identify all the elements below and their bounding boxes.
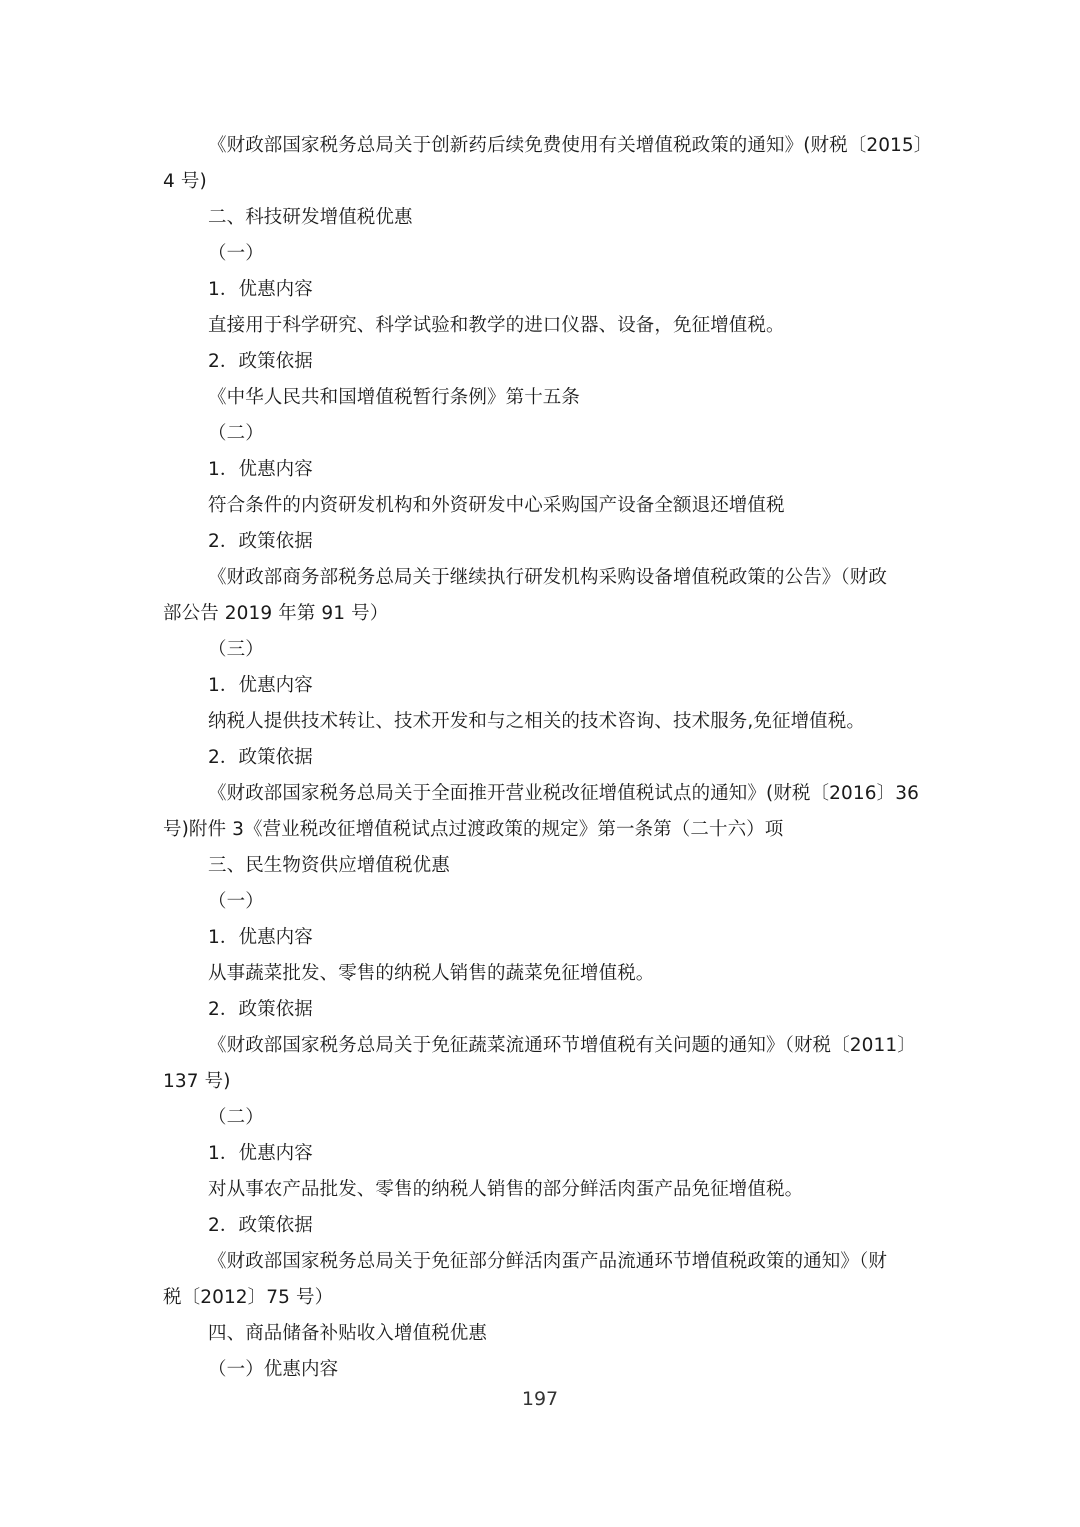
- text-line: （二）: [208, 1107, 264, 1128]
- text-line: 2．政策依据: [208, 999, 313, 1020]
- text-line: 《财政部国家税务总局关于免征部分鲜活肉蛋产品流通环节增值税政策的通知》（财: [208, 1251, 887, 1272]
- text-line: 四、商品储备补贴收入增值税优惠: [208, 1323, 488, 1344]
- text-line: 2．政策依据: [208, 1215, 313, 1236]
- text-line: 2．政策依据: [208, 351, 313, 372]
- page-number: 197: [521, 1388, 559, 1410]
- text-line: 符合条件的内资研发机构和外资研发中心采购国产设备全额退还增值税: [208, 495, 785, 516]
- text-line: 纳税人提供技术转让、技术开发和与之相关的技术咨询、技术服务,免征增值税。: [208, 711, 865, 732]
- text-line: 1．优惠内容: [208, 927, 313, 948]
- text-line: 《财政部国家税务总局关于全面推开营业税改征增值税试点的通知》(财税〔2016〕36: [208, 783, 919, 804]
- text-line: 《财政部国家税务总局关于免征蔬菜流通环节增值税有关问题的通知》（财税〔2011〕: [208, 1035, 916, 1056]
- text-line: 三、民生物资供应增值税优惠: [208, 855, 450, 876]
- text-line: 二、科技研发增值税优惠: [208, 207, 413, 228]
- text-line: 《财政部国家税务总局关于创新药后续免费使用有关增值税政策的通知》(财税〔2015〕: [208, 135, 933, 156]
- text-line: 从事蔬菜批发、零售的纳税人销售的蔬菜免征增值税。: [208, 963, 655, 984]
- text-line: （三）: [208, 639, 264, 660]
- text-line: 2．政策依据: [208, 747, 313, 768]
- text-line: （一）: [208, 891, 264, 912]
- text-line: 1．优惠内容: [208, 459, 313, 480]
- text-line: 4 号): [163, 171, 207, 192]
- text-line: 1．优惠内容: [208, 1143, 313, 1164]
- text-line: 1．优惠内容: [208, 279, 313, 300]
- text-line: （一）优惠内容: [208, 1359, 339, 1380]
- text-line: 直接用于科学研究、科学试验和教学的进口仪器、设备，免征增值税。: [208, 315, 785, 336]
- document-body: [163, 128, 933, 1388]
- text-line: 《财政部商务部税务总局关于继续执行研发机构采购设备增值税政策的公告》（财政: [208, 567, 887, 588]
- text-line: （一）: [208, 243, 264, 264]
- text-line: 《中华人民共和国增值税暂行条例》第十五条: [208, 387, 581, 408]
- text-line: 对从事农产品批发、零售的纳税人销售的部分鲜活肉蛋产品免征增值税。: [208, 1179, 804, 1200]
- text-line: 号)附件 3《营业税改征增值税试点过渡政策的规定》第一条第（二十六）项: [163, 819, 784, 840]
- text-line: 部公告 2019 年第 91 号）: [163, 603, 389, 624]
- text-line: （二）: [208, 423, 264, 444]
- text-line: 税〔2012〕75 号）: [163, 1287, 334, 1308]
- text-line: 2．政策依据: [208, 531, 313, 552]
- text-line: 137 号): [163, 1071, 231, 1092]
- text-line: 1．优惠内容: [208, 675, 313, 696]
